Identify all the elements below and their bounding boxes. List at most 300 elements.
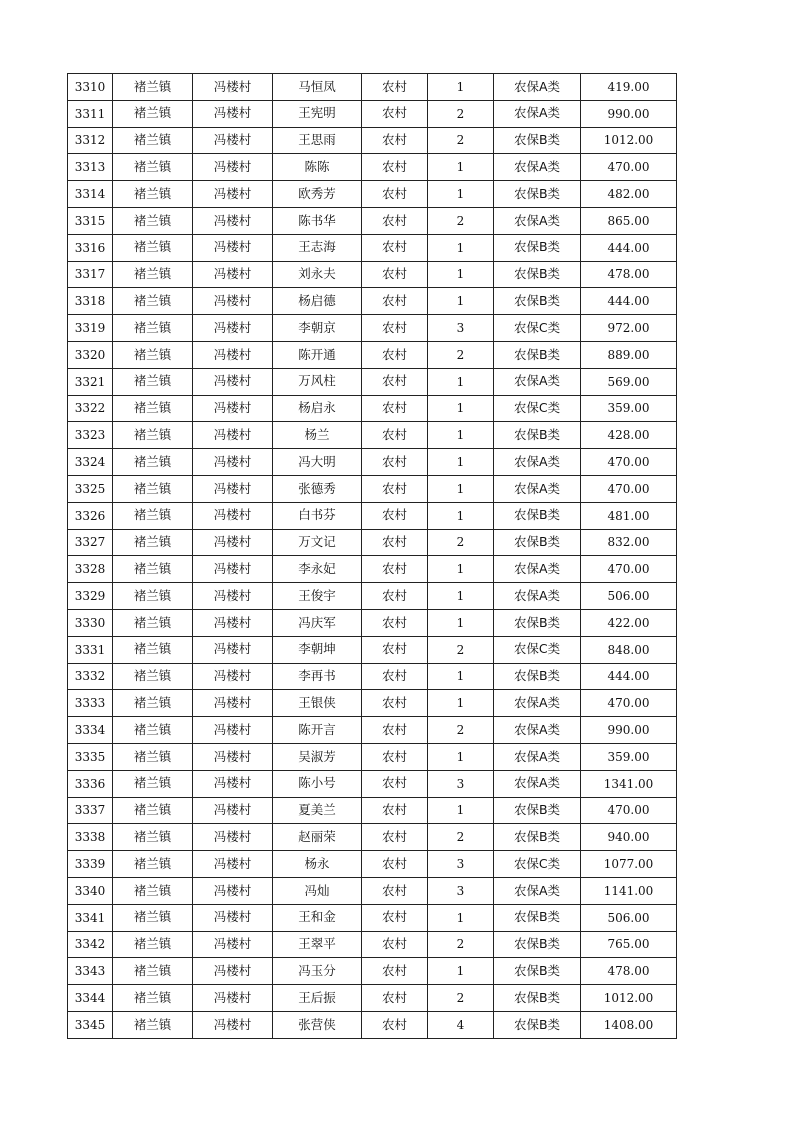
row-index-cell: 3332 (68, 663, 113, 690)
village-cell: 冯楼村 (193, 797, 273, 824)
household-count-cell: 2 (428, 717, 494, 744)
area-type-cell: 农村 (362, 74, 428, 101)
household-count-cell: 1 (428, 154, 494, 181)
village-cell: 冯楼村 (193, 904, 273, 931)
amount-cell: 470.00 (581, 449, 677, 476)
table-row (68, 341, 677, 368)
amount-cell: 765.00 (581, 931, 677, 958)
table-row (68, 717, 677, 744)
household-count-cell: 3 (428, 770, 494, 797)
table-body (68, 74, 677, 1039)
amount-cell: 865.00 (581, 207, 677, 234)
insurance-category-cell: 农保B类 (494, 502, 581, 529)
name-cell: 王志海 (273, 234, 362, 261)
village-cell: 冯楼村 (193, 770, 273, 797)
household-count-cell: 1 (428, 556, 494, 583)
insurance-category-cell: 农保A类 (494, 449, 581, 476)
area-type-cell: 农村 (362, 717, 428, 744)
table-row (68, 904, 677, 931)
village-cell: 冯楼村 (193, 690, 273, 717)
table-row (68, 743, 677, 770)
name-cell: 万风柱 (273, 368, 362, 395)
insurance-category-cell: 农保A类 (494, 743, 581, 770)
town-cell: 褚兰镇 (113, 743, 193, 770)
name-cell: 李再书 (273, 663, 362, 690)
insurance-category-cell: 农保A类 (494, 100, 581, 127)
insurance-category-cell: 农保B类 (494, 261, 581, 288)
village-cell: 冯楼村 (193, 341, 273, 368)
amount-cell: 848.00 (581, 636, 677, 663)
household-count-cell: 3 (428, 851, 494, 878)
area-type-cell: 农村 (362, 154, 428, 181)
row-index-cell: 3344 (68, 985, 113, 1012)
household-count-cell: 1 (428, 609, 494, 636)
amount-cell: 470.00 (581, 797, 677, 824)
table-row (68, 74, 677, 101)
name-cell: 李永妃 (273, 556, 362, 583)
amount-cell: 470.00 (581, 556, 677, 583)
town-cell: 褚兰镇 (113, 234, 193, 261)
town-cell: 褚兰镇 (113, 127, 193, 154)
town-cell: 褚兰镇 (113, 770, 193, 797)
name-cell: 王思雨 (273, 127, 362, 154)
amount-cell: 470.00 (581, 690, 677, 717)
table-row (68, 985, 677, 1012)
name-cell: 欧秀芳 (273, 181, 362, 208)
amount-cell: 1012.00 (581, 127, 677, 154)
row-index-cell: 3321 (68, 368, 113, 395)
table-row (68, 958, 677, 985)
town-cell: 褚兰镇 (113, 904, 193, 931)
row-index-cell: 3322 (68, 395, 113, 422)
row-index-cell: 3339 (68, 851, 113, 878)
household-count-cell: 1 (428, 288, 494, 315)
household-count-cell: 1 (428, 797, 494, 824)
insurance-category-cell: 农保A类 (494, 690, 581, 717)
row-index-cell: 3334 (68, 717, 113, 744)
row-index-cell: 3330 (68, 609, 113, 636)
household-count-cell: 2 (428, 636, 494, 663)
name-cell: 马恒凤 (273, 74, 362, 101)
row-index-cell: 3316 (68, 234, 113, 261)
household-count-cell: 1 (428, 904, 494, 931)
village-cell: 冯楼村 (193, 556, 273, 583)
row-index-cell: 3312 (68, 127, 113, 154)
area-type-cell: 农村 (362, 931, 428, 958)
name-cell: 冯庆军 (273, 609, 362, 636)
name-cell: 白书芬 (273, 502, 362, 529)
area-type-cell: 农村 (362, 636, 428, 663)
name-cell: 赵丽荣 (273, 824, 362, 851)
village-cell: 冯楼村 (193, 395, 273, 422)
name-cell: 冯玉分 (273, 958, 362, 985)
name-cell: 王翠平 (273, 931, 362, 958)
amount-cell: 940.00 (581, 824, 677, 851)
village-cell: 冯楼村 (193, 449, 273, 476)
area-type-cell: 农村 (362, 985, 428, 1012)
area-type-cell: 农村 (362, 181, 428, 208)
town-cell: 褚兰镇 (113, 288, 193, 315)
insurance-category-cell: 农保C类 (494, 395, 581, 422)
household-count-cell: 1 (428, 234, 494, 261)
area-type-cell: 农村 (362, 770, 428, 797)
row-index-cell: 3331 (68, 636, 113, 663)
town-cell: 褚兰镇 (113, 663, 193, 690)
table-row (68, 234, 677, 261)
town-cell: 褚兰镇 (113, 395, 193, 422)
town-cell: 褚兰镇 (113, 74, 193, 101)
area-type-cell: 农村 (362, 127, 428, 154)
amount-cell: 972.00 (581, 315, 677, 342)
area-type-cell: 农村 (362, 743, 428, 770)
household-count-cell: 2 (428, 931, 494, 958)
amount-cell: 1077.00 (581, 851, 677, 878)
table-row (68, 877, 677, 904)
household-count-cell: 1 (428, 690, 494, 717)
household-count-cell: 2 (428, 127, 494, 154)
name-cell: 杨启永 (273, 395, 362, 422)
table-row (68, 931, 677, 958)
household-count-cell: 1 (428, 663, 494, 690)
town-cell: 褚兰镇 (113, 207, 193, 234)
household-count-cell: 2 (428, 824, 494, 851)
town-cell: 褚兰镇 (113, 583, 193, 610)
name-cell: 李朝京 (273, 315, 362, 342)
amount-cell: 889.00 (581, 341, 677, 368)
household-count-cell: 1 (428, 958, 494, 985)
insurance-category-cell: 农保A类 (494, 583, 581, 610)
name-cell: 王银侠 (273, 690, 362, 717)
town-cell: 褚兰镇 (113, 341, 193, 368)
row-index-cell: 3329 (68, 583, 113, 610)
village-cell: 冯楼村 (193, 877, 273, 904)
amount-cell: 359.00 (581, 743, 677, 770)
insurance-category-cell: 农保B类 (494, 422, 581, 449)
village-cell: 冯楼村 (193, 743, 273, 770)
area-type-cell: 农村 (362, 261, 428, 288)
town-cell: 褚兰镇 (113, 529, 193, 556)
row-index-cell: 3325 (68, 475, 113, 502)
insurance-category-cell: 农保B类 (494, 127, 581, 154)
insurance-category-cell: 农保B类 (494, 985, 581, 1012)
row-index-cell: 3328 (68, 556, 113, 583)
amount-cell: 506.00 (581, 583, 677, 610)
area-type-cell: 农村 (362, 609, 428, 636)
town-cell: 褚兰镇 (113, 958, 193, 985)
town-cell: 褚兰镇 (113, 475, 193, 502)
amount-cell: 569.00 (581, 368, 677, 395)
table-row (68, 261, 677, 288)
table-row (68, 636, 677, 663)
row-index-cell: 3310 (68, 74, 113, 101)
town-cell: 褚兰镇 (113, 154, 193, 181)
area-type-cell: 农村 (362, 502, 428, 529)
village-cell: 冯楼村 (193, 475, 273, 502)
area-type-cell: 农村 (362, 797, 428, 824)
name-cell: 冯大明 (273, 449, 362, 476)
amount-cell: 470.00 (581, 475, 677, 502)
amount-cell: 481.00 (581, 502, 677, 529)
amount-cell: 990.00 (581, 717, 677, 744)
table-row (68, 1011, 677, 1038)
name-cell: 吴淑芳 (273, 743, 362, 770)
row-index-cell: 3338 (68, 824, 113, 851)
area-type-cell: 农村 (362, 475, 428, 502)
table-row (68, 851, 677, 878)
insurance-category-cell: 农保A类 (494, 475, 581, 502)
table-row (68, 181, 677, 208)
amount-cell: 428.00 (581, 422, 677, 449)
village-cell: 冯楼村 (193, 1011, 273, 1038)
area-type-cell: 农村 (362, 663, 428, 690)
town-cell: 褚兰镇 (113, 502, 193, 529)
town-cell: 褚兰镇 (113, 449, 193, 476)
row-index-cell: 3342 (68, 931, 113, 958)
area-type-cell: 农村 (362, 368, 428, 395)
area-type-cell: 农村 (362, 315, 428, 342)
name-cell: 张德秀 (273, 475, 362, 502)
table-row (68, 824, 677, 851)
village-cell: 冯楼村 (193, 985, 273, 1012)
village-cell: 冯楼村 (193, 315, 273, 342)
household-count-cell: 2 (428, 529, 494, 556)
village-cell: 冯楼村 (193, 663, 273, 690)
row-index-cell: 3313 (68, 154, 113, 181)
village-cell: 冯楼村 (193, 717, 273, 744)
village-cell: 冯楼村 (193, 502, 273, 529)
insurance-category-cell: 农保C类 (494, 851, 581, 878)
household-count-cell: 1 (428, 74, 494, 101)
household-count-cell: 1 (428, 502, 494, 529)
row-index-cell: 3320 (68, 341, 113, 368)
insurance-category-cell: 农保A类 (494, 770, 581, 797)
table-row (68, 422, 677, 449)
area-type-cell: 农村 (362, 341, 428, 368)
amount-cell: 832.00 (581, 529, 677, 556)
table-row (68, 609, 677, 636)
area-type-cell: 农村 (362, 556, 428, 583)
town-cell: 褚兰镇 (113, 824, 193, 851)
insurance-category-cell: 农保A类 (494, 556, 581, 583)
village-cell: 冯楼村 (193, 74, 273, 101)
row-index-cell: 3319 (68, 315, 113, 342)
village-cell: 冯楼村 (193, 234, 273, 261)
town-cell: 褚兰镇 (113, 985, 193, 1012)
table-row (68, 583, 677, 610)
name-cell: 王和金 (273, 904, 362, 931)
village-cell: 冯楼村 (193, 207, 273, 234)
town-cell: 褚兰镇 (113, 851, 193, 878)
household-count-cell: 1 (428, 449, 494, 476)
household-count-cell: 3 (428, 877, 494, 904)
household-count-cell: 1 (428, 368, 494, 395)
village-cell: 冯楼村 (193, 636, 273, 663)
area-type-cell: 农村 (362, 958, 428, 985)
table-row (68, 395, 677, 422)
table-row (68, 797, 677, 824)
village-cell: 冯楼村 (193, 931, 273, 958)
row-index-cell: 3336 (68, 770, 113, 797)
insurance-category-cell: 农保A类 (494, 368, 581, 395)
village-cell: 冯楼村 (193, 851, 273, 878)
insurance-category-cell: 农保B类 (494, 797, 581, 824)
table-row (68, 502, 677, 529)
name-cell: 刘永夫 (273, 261, 362, 288)
area-type-cell: 农村 (362, 288, 428, 315)
town-cell: 褚兰镇 (113, 100, 193, 127)
household-count-cell: 1 (428, 422, 494, 449)
household-count-cell: 1 (428, 475, 494, 502)
area-type-cell: 农村 (362, 690, 428, 717)
amount-cell: 482.00 (581, 181, 677, 208)
insurance-category-cell: 农保A类 (494, 717, 581, 744)
village-cell: 冯楼村 (193, 154, 273, 181)
village-cell: 冯楼村 (193, 422, 273, 449)
row-index-cell: 3323 (68, 422, 113, 449)
name-cell: 陈陈 (273, 154, 362, 181)
village-cell: 冯楼村 (193, 368, 273, 395)
name-cell: 杨永 (273, 851, 362, 878)
row-index-cell: 3327 (68, 529, 113, 556)
name-cell: 王宪明 (273, 100, 362, 127)
table-row (68, 556, 677, 583)
area-type-cell: 农村 (362, 1011, 428, 1038)
household-count-cell: 1 (428, 395, 494, 422)
amount-cell: 506.00 (581, 904, 677, 931)
table-row (68, 770, 677, 797)
row-index-cell: 3343 (68, 958, 113, 985)
household-count-cell: 1 (428, 583, 494, 610)
area-type-cell: 农村 (362, 824, 428, 851)
area-type-cell: 农村 (362, 449, 428, 476)
table-row (68, 475, 677, 502)
village-cell: 冯楼村 (193, 261, 273, 288)
household-count-cell: 2 (428, 341, 494, 368)
area-type-cell: 农村 (362, 234, 428, 261)
insurance-category-cell: 农保A类 (494, 74, 581, 101)
town-cell: 褚兰镇 (113, 636, 193, 663)
insurance-category-cell: 农保B类 (494, 931, 581, 958)
amount-cell: 444.00 (581, 663, 677, 690)
town-cell: 褚兰镇 (113, 931, 193, 958)
town-cell: 褚兰镇 (113, 368, 193, 395)
amount-cell: 1341.00 (581, 770, 677, 797)
amount-cell: 422.00 (581, 609, 677, 636)
town-cell: 褚兰镇 (113, 261, 193, 288)
area-type-cell: 农村 (362, 422, 428, 449)
table-row (68, 663, 677, 690)
row-index-cell: 3326 (68, 502, 113, 529)
row-index-cell: 3345 (68, 1011, 113, 1038)
table-row (68, 100, 677, 127)
row-index-cell: 3333 (68, 690, 113, 717)
row-index-cell: 3340 (68, 877, 113, 904)
household-count-cell: 3 (428, 315, 494, 342)
village-cell: 冯楼村 (193, 529, 273, 556)
name-cell: 夏美兰 (273, 797, 362, 824)
name-cell: 陈开言 (273, 717, 362, 744)
insurance-category-cell: 农保B类 (494, 234, 581, 261)
table-row (68, 449, 677, 476)
row-index-cell: 3335 (68, 743, 113, 770)
row-index-cell: 3337 (68, 797, 113, 824)
name-cell: 杨启德 (273, 288, 362, 315)
insurance-category-cell: 农保B类 (494, 663, 581, 690)
amount-cell: 419.00 (581, 74, 677, 101)
town-cell: 褚兰镇 (113, 877, 193, 904)
household-count-cell: 2 (428, 100, 494, 127)
household-count-cell: 2 (428, 207, 494, 234)
area-type-cell: 农村 (362, 395, 428, 422)
insurance-category-cell: 农保B类 (494, 958, 581, 985)
insurance-category-cell: 农保B类 (494, 904, 581, 931)
amount-cell: 990.00 (581, 100, 677, 127)
village-cell: 冯楼村 (193, 583, 273, 610)
name-cell: 王俊宇 (273, 583, 362, 610)
name-cell: 杨兰 (273, 422, 362, 449)
household-count-cell: 1 (428, 181, 494, 208)
row-index-cell: 3341 (68, 904, 113, 931)
town-cell: 褚兰镇 (113, 717, 193, 744)
area-type-cell: 农村 (362, 851, 428, 878)
amount-cell: 478.00 (581, 958, 677, 985)
name-cell: 冯灿 (273, 877, 362, 904)
town-cell: 褚兰镇 (113, 797, 193, 824)
town-cell: 褚兰镇 (113, 556, 193, 583)
row-index-cell: 3324 (68, 449, 113, 476)
insurance-category-cell: 农保B类 (494, 609, 581, 636)
town-cell: 褚兰镇 (113, 181, 193, 208)
village-cell: 冯楼村 (193, 288, 273, 315)
table-row (68, 529, 677, 556)
table-row (68, 690, 677, 717)
insurance-category-cell: 农保C类 (494, 636, 581, 663)
name-cell: 万文记 (273, 529, 362, 556)
town-cell: 褚兰镇 (113, 422, 193, 449)
insurance-category-cell: 农保B类 (494, 288, 581, 315)
name-cell: 李朝坤 (273, 636, 362, 663)
area-type-cell: 农村 (362, 207, 428, 234)
insurance-category-cell: 农保B类 (494, 1011, 581, 1038)
village-cell: 冯楼村 (193, 181, 273, 208)
area-type-cell: 农村 (362, 100, 428, 127)
village-cell: 冯楼村 (193, 100, 273, 127)
table-row (68, 368, 677, 395)
table-row (68, 288, 677, 315)
area-type-cell: 农村 (362, 529, 428, 556)
table-row (68, 154, 677, 181)
area-type-cell: 农村 (362, 904, 428, 931)
area-type-cell: 农村 (362, 583, 428, 610)
village-cell: 冯楼村 (193, 609, 273, 636)
table-row (68, 207, 677, 234)
household-count-cell: 2 (428, 985, 494, 1012)
amount-cell: 359.00 (581, 395, 677, 422)
amount-cell: 1408.00 (581, 1011, 677, 1038)
row-index-cell: 3314 (68, 181, 113, 208)
row-index-cell: 3318 (68, 288, 113, 315)
name-cell: 张营侠 (273, 1011, 362, 1038)
name-cell: 陈小号 (273, 770, 362, 797)
name-cell: 王后振 (273, 985, 362, 1012)
insurance-category-cell: 农保A类 (494, 207, 581, 234)
village-cell: 冯楼村 (193, 824, 273, 851)
household-count-cell: 4 (428, 1011, 494, 1038)
household-count-cell: 1 (428, 261, 494, 288)
area-type-cell: 农村 (362, 877, 428, 904)
insurance-category-cell: 农保A类 (494, 154, 581, 181)
insurance-category-cell: 农保B类 (494, 529, 581, 556)
